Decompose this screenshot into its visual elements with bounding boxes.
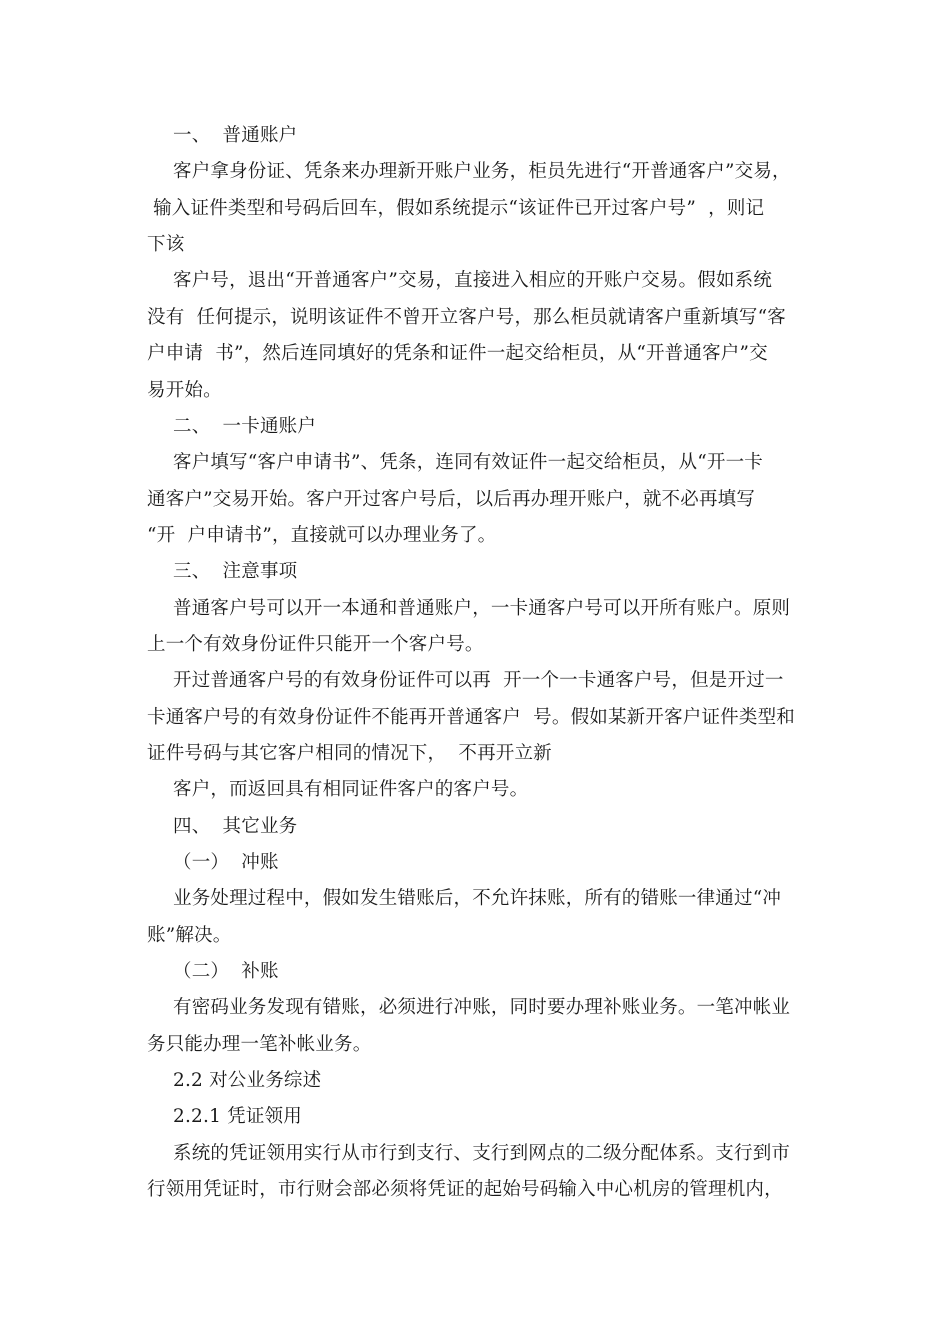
paragraph-line: 务只能办理一笔补帐业务。 (147, 1034, 372, 1055)
paragraph-line: 客户号，退出“开普通客户”交易，直接进入相应的开账户交易。假如系统 (173, 270, 773, 291)
paragraph-line: 通客户”交易开始。客户开过客户号后，以后再办理开账户，就不必再填写 (147, 489, 756, 510)
section-heading-2-2-1: 2.2.1 凭证领用 (173, 1106, 302, 1127)
paragraph-line: 开过普通客户号的有效身份证件可以再 开一个一卡通客户号，但是开过一 (173, 670, 784, 691)
paragraph-line: 业务处理过程中，假如发生错账后，不允许抹账，所有的错账一律通过“冲 (173, 888, 782, 909)
paragraph-line: 卡通客户号的有效身份证件不能再开普通客户 号。假如某新开客户证件类型和 (147, 707, 795, 728)
paragraph-line: 客户拿身份证、凭条来办理新开账户业务，柜员先进行“开普通客户”交易， (173, 161, 791, 182)
paragraph-line: 户申请 书”，然后连同填好的凭条和证件一起交给柜员，从“开普通客户”交 (147, 343, 768, 364)
paragraph-line: 有密码业务发现有错账，必须进行冲账，同时要办理补账业务。一笔冲帐业 (173, 997, 791, 1018)
paragraph-line: 行领用凭证时，市行财会部必须将凭证的起始号码输入中心机房的管理机内， (147, 1179, 783, 1200)
paragraph-line: 上一个有效身份证件只能开一个客户号。 (147, 634, 484, 655)
paragraph-line: 证件号码与其它客户相同的情况下， 不再开立新 (147, 743, 552, 764)
paragraph-line: 账”解决。 (147, 925, 232, 946)
paragraph-line: 普通客户号可以开一本通和普通账户，一卡通客户号可以开所有账户。原则 (173, 598, 791, 619)
heading-ordinary-account: 一、 普通账户 (173, 125, 298, 146)
paragraph-line: 输入证件类型和号码后回车，假如系统提示“该证件已开过客户号” ，则记 (147, 198, 765, 219)
paragraph-line: 易开始。 (147, 380, 222, 401)
subheading-supplement: （二） 补账 (173, 961, 279, 982)
section-heading-2-2: 2.2 对公业务综述 (173, 1070, 322, 1091)
paragraph-line: 下该 (147, 234, 185, 255)
paragraph-line: 没有 任何提示，说明该证件不曾开立客户号，那么柜员就请客户重新填写“客 (147, 307, 786, 328)
subheading-reversal: （一） 冲账 (173, 852, 279, 873)
heading-notes: 三、 注意事项 (173, 561, 298, 582)
heading-other-business: 四、 其它业务 (173, 816, 298, 837)
paragraph-line: 客户填写“客户申请书”、凭条，连同有效证件一起交给柜员，从“开一卡 (173, 452, 763, 473)
paragraph-line: “开 户申请书”，直接就可以办理业务了。 (147, 525, 497, 546)
paragraph-line: 系统的凭证领用实行从市行到支行、支行到网点的二级分配体系。支行到市 (173, 1143, 791, 1164)
paragraph-line: 客户，而返回具有相同证件客户的客户号。 (173, 779, 529, 800)
heading-one-card-account: 二、 一卡通账户 (173, 416, 317, 437)
